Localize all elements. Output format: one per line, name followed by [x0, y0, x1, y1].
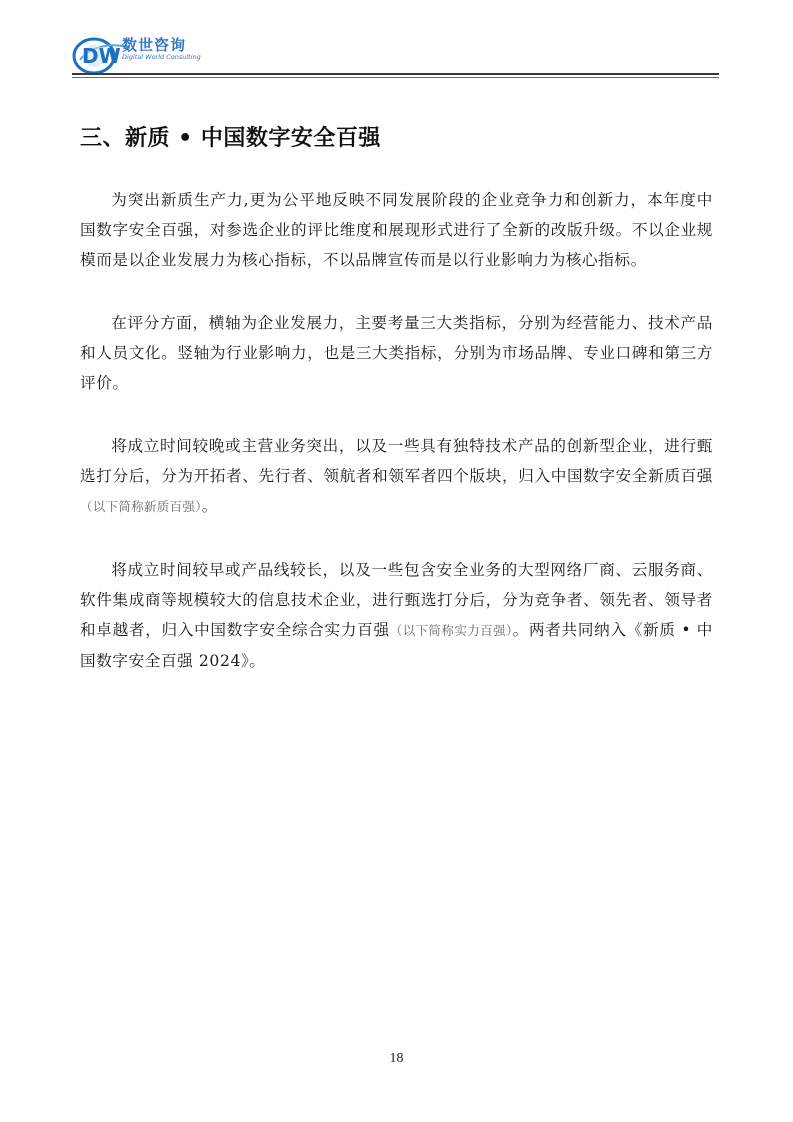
- page-header: [72, 30, 719, 78]
- paragraph-2: [80, 308, 713, 398]
- paragraph-text: 将成立时间较晚或主营业务突出，以及一些具有独特技术产品的创新型企业，进行甄选打分后，分为开拓者、先行者、领航者和领军者四个版块，归入中国数字安全新质百强: [80, 437, 713, 485]
- paragraph-text: 为突出新质生产力,更为公平地反映不同发展阶段的企业竞争力和创新力，本年度中国数字安全百强，对参选企业的评比维度和展现形式进行了全新的改版升级。不以企业规模而是以企业发展力为核心指标，不以品牌宣传而是以行业影响力为核心指标。: [80, 191, 713, 269]
- body-text: [80, 185, 713, 709]
- paragraph-3: [80, 431, 713, 522]
- logo-english-name: Digital World Consulting: [122, 53, 201, 61]
- logo-chinese-name: 数世咨询: [122, 36, 187, 54]
- header-rule-thick: [72, 73, 719, 75]
- header-rule-thin: [72, 77, 719, 78]
- paragraph-note: （以下简称新质百强）: [80, 499, 202, 514]
- paragraph-text: 在评分方面，横轴为企业发展力，主要考量三大类指标，分别为经营能力、技术产品和人员文化。竖轴为行业影响力，也是三大类指标，分别为市场品牌、专业口碑和第三方评价。: [80, 314, 713, 392]
- paragraph-1: [80, 185, 713, 275]
- section-title: 三、新质 • 中国数字安全百强: [80, 126, 381, 151]
- page-number: 18: [389, 1051, 404, 1066]
- paragraph-4: [80, 555, 713, 676]
- svg-text:DW: DW: [82, 44, 121, 68]
- paragraph-text: 将成立时间较早或产品线较长，以及一些包含安全业务的大型网络厂商、云服务商、软件集成商等规模较大的信息技术企业，进行甄选打分后，分为竞争者、领先者、领导者和卓越者，归入中国数字安全综合实力百强: [80, 561, 713, 639]
- paragraph-tail: 。: [201, 497, 218, 515]
- paragraph-note: （以下简称实力百强）: [389, 623, 513, 638]
- paragraph-tail: 。两者共同纳入《新质 • 中国数字安全百强 2024》。: [80, 621, 714, 670]
